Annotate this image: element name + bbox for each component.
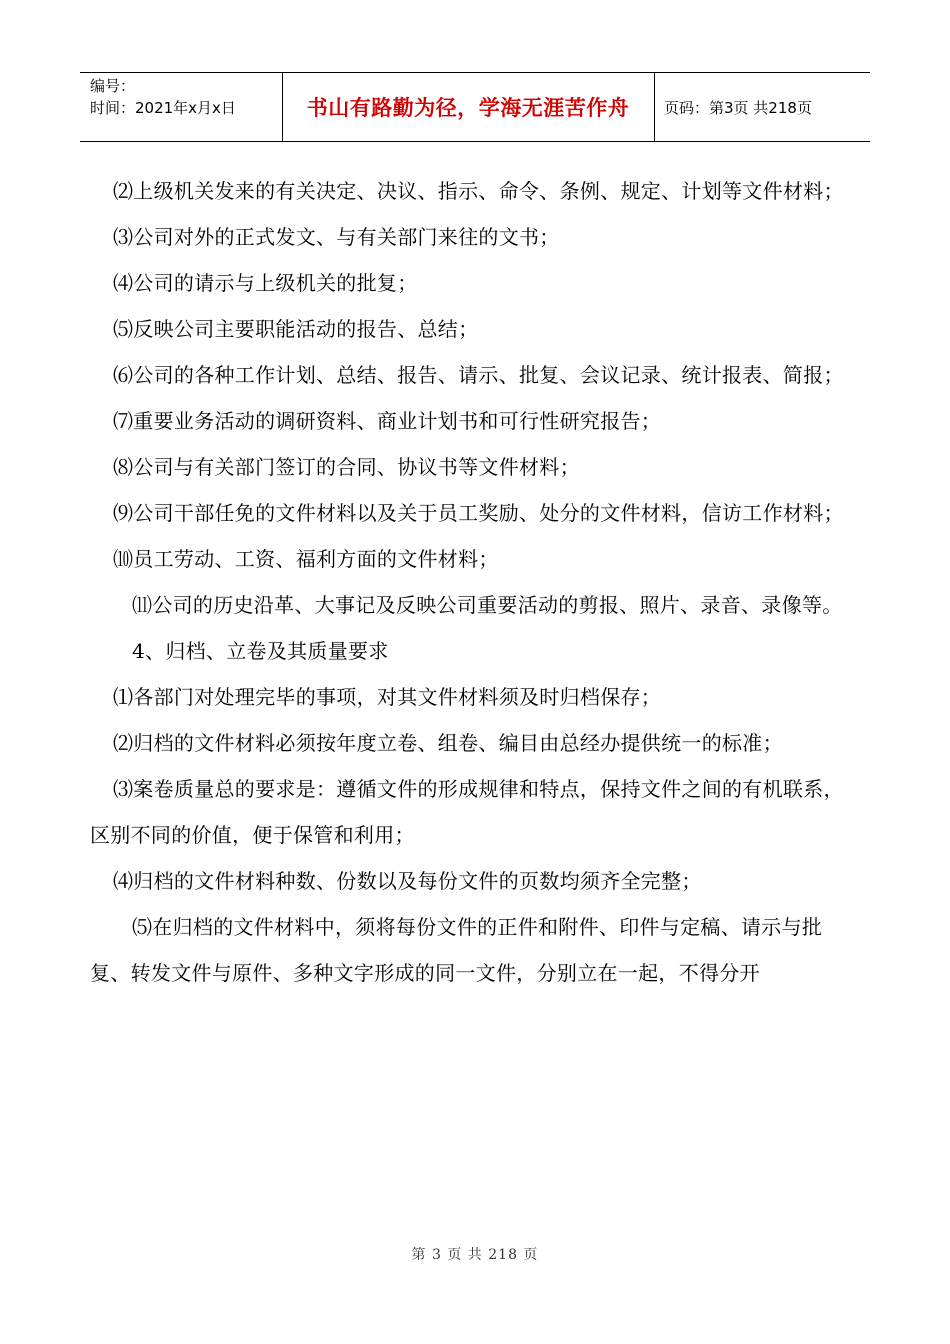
section-heading: ⑴各部门对处理完毕的事项，对其文件材料须及时归档保存；: [113, 685, 662, 709]
body-paragraph: ⑺重要业务活动的调研资料、商业计划书和可行性研究报告；: [113, 409, 662, 433]
body-paragraph: ⑾公司的历史沿革、大事记及反映公司重要活动的剪报、照片、录音、录像等。: [132, 593, 843, 617]
header-number-label: 编号：: [90, 77, 136, 95]
page-footer: 第 3 页 共 218 页: [411, 1247, 539, 1263]
body-paragraph: ⑸在归档的文件材料中，须将每份文件的正件和附件、印件与定稿、请示与批复、转发文件与原件、多种文字形成的同一文件，分别立在一起，不得分开: [90, 915, 823, 985]
header-motto: 书山有路勤为径，学海无涯苦作舟: [306, 96, 630, 120]
document-header: [80, 72, 870, 142]
header-date-label: 时间：2021年x月x日: [90, 99, 236, 117]
body-paragraph: ⑹公司的各种工作计划、总结、报告、请示、批复、会议记录、统计报表、简报；: [113, 363, 844, 387]
body-paragraph: ⑼公司干部任免的文件材料以及关于员工奖励、处分的文件材料，信访工作材料；: [113, 501, 844, 525]
body-paragraph: ⑻公司与有关部门签订的合同、协议书等文件材料；: [113, 455, 580, 479]
document-body: [90, 168, 860, 996]
body-paragraph: ⑸反映公司主要职能活动的报告、总结；: [113, 317, 479, 341]
body-paragraph: ⑽员工劳动、工资、福利方面的文件材料；: [113, 547, 499, 571]
body-paragraph: ⑵上级机关发来的有关决定、决议、指示、命令、条例、规定、计划等文件材料；: [113, 179, 844, 203]
header-divider: [654, 73, 655, 141]
body-paragraph: ⑶公司对外的正式发文、与有关部门来往的文书；: [113, 225, 560, 249]
body-paragraph: ⑷公司的请示与上级机关的批复；: [113, 271, 418, 295]
body-paragraph: ⑵归档的文件材料必须按年度立卷、组卷、编目由总经办提供统一的标准；: [113, 731, 783, 755]
header-page-info: 页码：第3页 共218页: [664, 98, 812, 117]
body-paragraph: 4、归档、立卷及其质量要求: [132, 639, 389, 663]
header-meta: [90, 75, 280, 119]
body-paragraph: ⑷归档的文件材料种数、份数以及每份文件的页数均须齐全完整；: [113, 869, 702, 893]
body-paragraph: ⑶案卷质量总的要求是：遵循文件的形成规律和特点，保持文件之间的有机联系，区别不同的价值，便于保管和利用；: [90, 777, 844, 847]
